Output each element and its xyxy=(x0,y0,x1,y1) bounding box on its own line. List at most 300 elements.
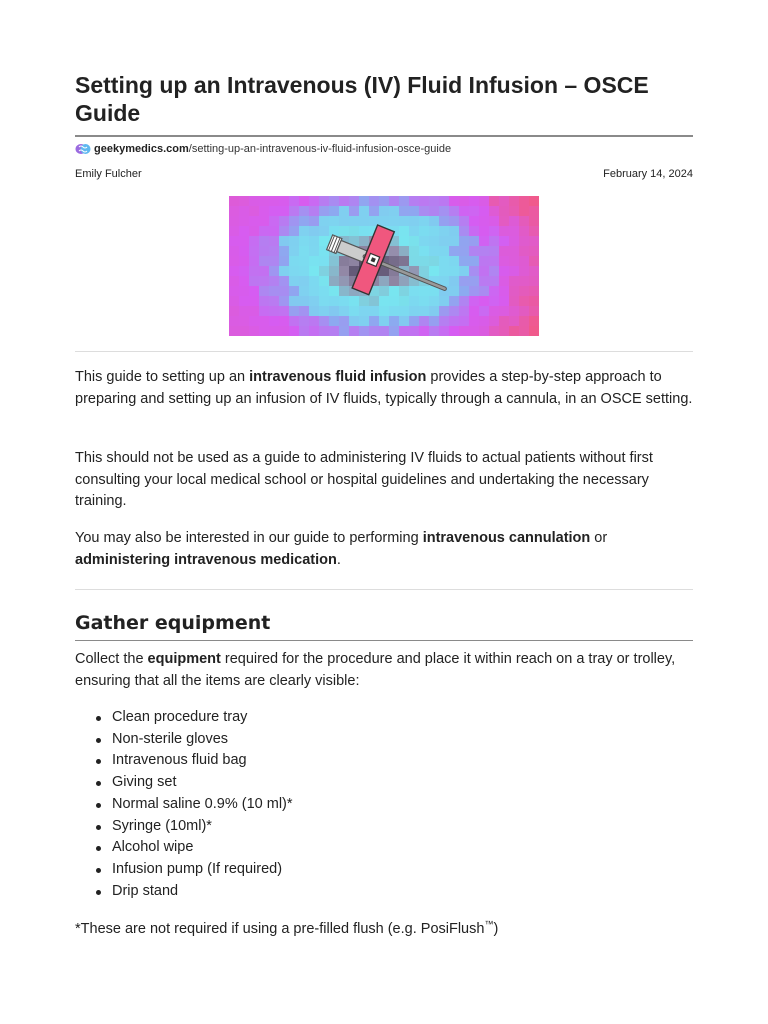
hero-pixel-tile xyxy=(459,196,469,206)
hero-pixel-tile xyxy=(489,196,499,206)
hero-pixel-tile xyxy=(519,316,529,326)
hero-pixel-tile xyxy=(499,246,509,256)
hero-pixel-tile xyxy=(319,266,329,276)
hero-pixel-tile xyxy=(349,216,359,226)
hero-pixel-tile xyxy=(239,196,249,206)
hero-pixel-tile xyxy=(419,236,429,246)
hero-pixel-tile xyxy=(399,196,409,206)
hero-pixel-tile xyxy=(239,206,249,216)
list-item: Normal saline 0.9% (10 ml)* xyxy=(112,794,293,816)
hero-pixel-tile xyxy=(309,326,319,336)
hero-pixel-tile xyxy=(319,306,329,316)
hero-pixel-tile xyxy=(409,256,419,266)
hero-pixel-tile xyxy=(339,316,349,326)
gather-paragraph: Collect the equipment required for the procedure and place it within reach on a tray or trolley, ensuring that all the items are clearly visible: xyxy=(75,651,676,689)
hero-pixel-tile xyxy=(249,226,259,236)
hero-pixel-tile xyxy=(479,316,489,326)
link-intravenous-cannulation[interactable]: intravenous cannulation xyxy=(422,530,591,546)
hero-pixel-tile xyxy=(429,316,439,326)
list-item: Clean procedure tray xyxy=(112,707,293,729)
hero-pixel-tile xyxy=(399,296,409,306)
divider xyxy=(75,589,693,590)
hero-pixel-tile xyxy=(509,256,519,266)
hero-pixel-tile xyxy=(439,276,449,286)
hero-pixel-tile xyxy=(279,206,289,216)
hero-pixel-tile xyxy=(319,236,329,246)
hero-pixel-tile xyxy=(289,236,299,246)
hero-pixel-tile xyxy=(229,296,239,306)
hero-pixel-tile xyxy=(529,216,539,226)
hero-pixel-tile xyxy=(489,266,499,276)
hero-pixel-tile xyxy=(479,236,489,246)
hero-pixel-tile xyxy=(429,246,439,256)
hero-pixel-tile xyxy=(369,206,379,216)
hero-pixel-tile xyxy=(529,326,539,336)
list-item: Intravenous fluid bag xyxy=(112,750,293,772)
hero-pixel-tile xyxy=(369,326,379,336)
hero-pixel-tile xyxy=(339,276,349,286)
hero-pixel-tile xyxy=(269,286,279,296)
hero-pixel-tile xyxy=(489,256,499,266)
hero-pixel-tile xyxy=(389,316,399,326)
hero-pixel-tile xyxy=(239,326,249,336)
list-item: Giving set xyxy=(112,772,293,794)
hero-pixel-tile xyxy=(399,326,409,336)
hero-pixel-tile xyxy=(299,216,309,226)
hero-pixel-tile xyxy=(409,246,419,256)
hero-pixel-tile xyxy=(359,326,369,336)
hero-pixel-tile xyxy=(249,276,259,286)
hero-pixel-tile xyxy=(289,196,299,206)
hero-pixel-tile xyxy=(459,316,469,326)
hero-pixel-tile xyxy=(469,246,479,256)
hero-pixel-tile xyxy=(509,316,519,326)
hero-pixel-tile xyxy=(529,266,539,276)
hero-pixel-tile xyxy=(329,266,339,276)
hero-pixel-tile xyxy=(339,256,349,266)
hero-pixel-tile xyxy=(239,256,249,266)
intro-paragraph-3: You may also be interested in our guide to performing intravenous cannulation or administering intravenous medication. xyxy=(75,530,608,568)
hero-pixel-tile xyxy=(239,286,249,296)
hero-pixel-tile xyxy=(529,246,539,256)
section-heading-divider xyxy=(75,640,693,641)
hero-pixel-tile xyxy=(309,206,319,216)
hero-pixel-tile xyxy=(419,306,429,316)
hero-pixel-tile xyxy=(459,286,469,296)
hero-pixel-tile xyxy=(319,326,329,336)
hero-pixel-tile xyxy=(499,296,509,306)
hero-pixel-tile xyxy=(519,226,529,236)
hero-pixel-tile xyxy=(429,326,439,336)
trademark-symbol: ™ xyxy=(484,919,494,930)
hero-pixel-tile xyxy=(469,306,479,316)
hero-pixel-tile xyxy=(279,286,289,296)
hero-pixel-tile xyxy=(229,226,239,236)
hero-pixel-tile xyxy=(449,306,459,316)
hero-pixel-tile xyxy=(229,246,239,256)
hero-pixel-tile xyxy=(279,236,289,246)
hero-pixel-tile xyxy=(479,276,489,286)
hero-pixel-tile xyxy=(229,256,239,266)
hero-pixel-tile xyxy=(349,206,359,216)
hero-pixel-tile xyxy=(519,286,529,296)
hero-pixel-tile xyxy=(409,216,419,226)
hero-pixel-tile xyxy=(339,226,349,236)
hero-pixel-tile xyxy=(259,326,269,336)
hero-pixel-tile xyxy=(309,266,319,276)
hero-pixel-tile xyxy=(269,256,279,266)
hero-pixel-tile xyxy=(429,296,439,306)
hero-pixel-tile xyxy=(389,326,399,336)
hero-pixel-tile xyxy=(339,286,349,296)
hero-pixel-tile xyxy=(329,276,339,286)
hero-pixel-tile xyxy=(309,306,319,316)
hero-pixel-tile xyxy=(509,216,519,226)
hero-pixel-tile xyxy=(229,206,239,216)
hero-pixel-tile xyxy=(459,266,469,276)
hero-pixel-tile xyxy=(279,326,289,336)
hero-pixel-tile xyxy=(489,286,499,296)
hero-pixel-tile xyxy=(299,236,309,246)
hero-pixel-tile xyxy=(249,246,259,256)
hero-pixel-tile xyxy=(329,216,339,226)
hero-pixel-tile xyxy=(389,286,399,296)
hero-pixel-tile xyxy=(359,216,369,226)
hero-pixel-tile xyxy=(509,206,519,216)
hero-pixel-tile xyxy=(379,316,389,326)
hero-pixel-tile xyxy=(529,236,539,246)
hero-pixel-tile xyxy=(439,296,449,306)
hero-pixel-tile xyxy=(349,196,359,206)
intro-paragraph-2: This should not be used as a guide to administering IV fluids to actual patients without first consulting your local medical school or hospital guidelines and undertaking the necessary training. xyxy=(75,450,653,510)
hero-pixel-tile xyxy=(309,296,319,306)
hero-pixel-tile xyxy=(249,256,259,266)
hero-pixel-tile xyxy=(349,326,359,336)
hero-pixel-tile xyxy=(359,306,369,316)
hero-pixel-tile xyxy=(349,226,359,236)
hero-pixel-tile xyxy=(509,236,519,246)
hero-pixel-tile xyxy=(279,276,289,286)
hero-pixel-tile xyxy=(339,196,349,206)
equipment-list xyxy=(75,707,293,902)
hero-pixel-tile xyxy=(309,276,319,286)
hero-pixel-tile xyxy=(309,226,319,236)
hero-pixel-tile xyxy=(289,266,299,276)
author-name: Emily Fulcher xyxy=(75,168,142,180)
hero-pixel-tile xyxy=(279,216,289,226)
hero-pixel-tile xyxy=(259,276,269,286)
hero-pixel-tile xyxy=(309,246,319,256)
hero-pixel-tile xyxy=(249,236,259,246)
hero-pixel-tile xyxy=(299,286,309,296)
link-administering-iv-medication[interactable]: administering intravenous medication xyxy=(75,551,337,568)
hero-pixel-tile xyxy=(269,266,279,276)
hero-pixel-tile xyxy=(379,216,389,226)
hero-pixel-tile xyxy=(499,236,509,246)
hero-pixel-tile xyxy=(389,276,399,286)
hero-pixel-tile xyxy=(479,326,489,336)
hero-pixel-tile xyxy=(339,216,349,226)
hero-pixel-tile xyxy=(299,256,309,266)
hero-pixel-tile xyxy=(359,196,369,206)
hero-pixel-tile xyxy=(389,216,399,226)
hero-pixel-tile xyxy=(229,266,239,276)
hero-pixel-tile xyxy=(299,226,309,236)
hero-pixel-tile xyxy=(269,196,279,206)
hero-pixel-tile xyxy=(449,286,459,296)
hero-pixel-tile xyxy=(339,296,349,306)
hero-pixel-tile xyxy=(389,296,399,306)
hero-pixel-tile xyxy=(499,286,509,296)
hero-pixel-tile xyxy=(499,256,509,266)
hero-pixel-tile xyxy=(489,326,499,336)
hero-pixel-tile xyxy=(269,246,279,256)
hero-pixel-tile xyxy=(379,296,389,306)
hero-pixel-tile xyxy=(289,276,299,286)
list-item: Infusion pump (If required) xyxy=(112,859,293,881)
hero-pixel-tile xyxy=(469,296,479,306)
hero-pixel-tile xyxy=(389,306,399,316)
hero-pixel-tile xyxy=(399,206,409,216)
hero-pixel-tile xyxy=(269,236,279,246)
hero-pixel-tile xyxy=(399,226,409,236)
hero-pixel-tile xyxy=(499,316,509,326)
hero-pixel-tile xyxy=(329,256,339,266)
hero-pixel-tile xyxy=(239,246,249,256)
hero-pixel-tile xyxy=(289,286,299,296)
hero-pixel-tile xyxy=(359,206,369,216)
hero-pixel-tile xyxy=(309,316,319,326)
list-item: Drip stand xyxy=(112,881,293,903)
hero-pixel-tile xyxy=(469,326,479,336)
hero-pixel-tile xyxy=(509,196,519,206)
hero-pixel-tile xyxy=(349,306,359,316)
hero-pixel-tile xyxy=(239,236,249,246)
hero-pixel-tile xyxy=(449,316,459,326)
hero-pixel-tile xyxy=(489,276,499,286)
hero-pixel-tile xyxy=(249,296,259,306)
hero-pixel-tile xyxy=(459,226,469,236)
hero-pixel-tile xyxy=(339,306,349,316)
hero-pixel-tile xyxy=(259,216,269,226)
hero-pixel-tile xyxy=(259,206,269,216)
hero-pixel-tile xyxy=(449,326,459,336)
hero-pixel-tile xyxy=(339,206,349,216)
hero-pixel-tile xyxy=(439,316,449,326)
hero-pixel-tile xyxy=(449,196,459,206)
hero-pixel-tile xyxy=(229,306,239,316)
hero-pixel-tile xyxy=(299,246,309,256)
hero-pixel-tile xyxy=(229,316,239,326)
hero-pixel-tile xyxy=(279,256,289,266)
hero-pixel-tile xyxy=(529,306,539,316)
hero-pixel-tile xyxy=(299,276,309,286)
hero-pixel-tile xyxy=(479,286,489,296)
hero-pixel-tile xyxy=(309,236,319,246)
hero-pixel-tile xyxy=(449,206,459,216)
hero-pixel-tile xyxy=(449,256,459,266)
hero-pixel-tile xyxy=(389,246,399,256)
hero-pixel-tile xyxy=(289,246,299,256)
list-item: Alcohol wipe xyxy=(112,837,293,859)
footnote: *These are not required if using a pre-filled flush (e.g. PosiFlush™) xyxy=(75,919,499,937)
hero-pixel-tile xyxy=(419,256,429,266)
hero-pixel-tile xyxy=(359,316,369,326)
hero-pixel-tile xyxy=(439,256,449,266)
hero-pixel-tile xyxy=(289,296,299,306)
hero-pixel-tile xyxy=(369,306,379,316)
source-link[interactable] xyxy=(75,142,451,156)
hero-pixel-tile xyxy=(429,216,439,226)
hero-pixel-tile xyxy=(449,266,459,276)
source-path: /setting-up-an-intravenous-iv-fluid-infusion-osce-guide xyxy=(188,143,452,155)
hero-pixel-tile xyxy=(519,196,529,206)
hero-pixel-tile xyxy=(509,276,519,286)
hero-pixel-tile xyxy=(369,196,379,206)
hero-pixel-tile xyxy=(469,266,479,276)
hero-pixel-tile xyxy=(249,326,259,336)
hero-pixel-tile xyxy=(319,256,329,266)
hero-pixel-tile xyxy=(269,326,279,336)
hero-pixel-tile xyxy=(319,216,329,226)
hero-pixel-tile xyxy=(249,266,259,276)
hero-pixel-tile xyxy=(299,296,309,306)
hero-pixel-tile xyxy=(469,206,479,216)
hero-pixel-tile xyxy=(319,286,329,296)
hero-pixel-tile xyxy=(379,206,389,216)
hero-pixel-tile xyxy=(489,206,499,216)
hero-pixel-tile xyxy=(279,196,289,206)
hero-pixel-tile xyxy=(259,256,269,266)
hero-pixel-tile xyxy=(449,276,459,286)
hero-pixel-tile xyxy=(269,296,279,306)
hero-pixel-tile xyxy=(379,326,389,336)
hero-pixel-tile xyxy=(529,296,539,306)
hero-pixel-tile xyxy=(349,316,359,326)
hero-pixel-tile xyxy=(509,266,519,276)
hero-pixel-tile xyxy=(399,316,409,326)
hero-pixel-tile xyxy=(259,316,269,326)
hero-pixel-tile xyxy=(309,216,319,226)
hero-pixel-tile xyxy=(229,276,239,286)
hero-pixel-tile xyxy=(299,206,309,216)
hero-pixel-tile xyxy=(259,286,269,296)
hero-pixel-tile xyxy=(519,246,529,256)
list-item: Syringe (10ml)* xyxy=(112,816,293,838)
hero-pixel-tile xyxy=(479,206,489,216)
hero-pixel-tile xyxy=(439,206,449,216)
hero-pixel-tile xyxy=(249,286,259,296)
hero-pixel-tile xyxy=(319,276,329,286)
hero-pixel-tile xyxy=(499,326,509,336)
hero-pixel-tile xyxy=(519,306,529,316)
hero-pixel-tile xyxy=(299,326,309,336)
hero-pixel-tile xyxy=(429,306,439,316)
hero-pixel-tile xyxy=(499,266,509,276)
hero-pixel-tile xyxy=(429,236,439,246)
hero-pixel-tile xyxy=(449,236,459,246)
hero-pixel-tile xyxy=(479,226,489,236)
hero-pixel-tile xyxy=(499,226,509,236)
hero-pixel-tile xyxy=(479,246,489,256)
hero-pixel-tile xyxy=(439,236,449,246)
hero-pixel-tile xyxy=(519,266,529,276)
hero-pixel-tile xyxy=(509,306,519,316)
hero-pixel-tile xyxy=(419,206,429,216)
hero-pixel-tile xyxy=(279,306,289,316)
hero-pixel-tile xyxy=(249,196,259,206)
hero-pixel-tile xyxy=(269,226,279,236)
hero-pixel-tile xyxy=(279,266,289,276)
hero-pixel-tile xyxy=(259,196,269,206)
hero-pixel-tile xyxy=(479,256,489,266)
hero-pixel-tile xyxy=(249,206,259,216)
hero-pixel-tile xyxy=(459,206,469,216)
hero-pixel-tile xyxy=(469,196,479,206)
hero-pixel-tile xyxy=(459,326,469,336)
hero-pixel-tile xyxy=(459,246,469,256)
hero-pixel-tile xyxy=(479,266,489,276)
hero-pixel-tile xyxy=(409,286,419,296)
hero-pixel-tile xyxy=(519,216,529,226)
hero-pixel-tile xyxy=(409,306,419,316)
hero-pixel-tile xyxy=(469,286,479,296)
hero-pixel-tile xyxy=(399,306,409,316)
section-heading-gather-equipment: Gather equipment xyxy=(75,612,271,634)
hero-pixel-tile xyxy=(339,326,349,336)
hero-pixel-tile xyxy=(499,306,509,316)
hero-pixel-tile xyxy=(439,226,449,236)
hero-pixel-tile xyxy=(409,236,419,246)
hero-pixel-tile xyxy=(439,246,449,256)
hero-pixel-tile xyxy=(379,276,389,286)
hero-pixel-tile xyxy=(499,276,509,286)
hero-pixel-tile xyxy=(279,316,289,326)
page-title: Setting up an Intravenous (IV) Fluid Infusion – OSCE Guide xyxy=(75,72,649,126)
list-item: Non-sterile gloves xyxy=(112,729,293,751)
hero-pixel-tile xyxy=(259,246,269,256)
hero-pixel-tile xyxy=(389,196,399,206)
hero-pixel-tile xyxy=(459,256,469,266)
hero-pixel-tile xyxy=(349,296,359,306)
hero-pixel-tile xyxy=(429,196,439,206)
hero-pixel-tile xyxy=(519,276,529,286)
hero-pixel-tile xyxy=(449,296,459,306)
source-domain: geekymedics.com xyxy=(94,143,189,155)
hero-pixel-tile xyxy=(379,196,389,206)
hero-pixel-tile xyxy=(449,226,459,236)
hero-pixel-tile xyxy=(489,216,499,226)
hero-pixel-tile xyxy=(399,286,409,296)
hero-pixel-tile xyxy=(309,256,319,266)
emphasis-fluid-infusion: intravenous fluid infusion xyxy=(249,369,427,385)
hero-pixel-tile xyxy=(429,266,439,276)
hero-pixel-tile xyxy=(439,266,449,276)
hero-pixel-tile xyxy=(489,246,499,256)
hero-pixel-tile xyxy=(229,216,239,226)
hero-pixel-tile xyxy=(299,306,309,316)
hero-pixel-tile xyxy=(489,306,499,316)
divider xyxy=(75,351,693,352)
hero-pixel-tile xyxy=(289,326,299,336)
hero-pixel-tile xyxy=(429,206,439,216)
hero-pixel-tile xyxy=(409,316,419,326)
hero-pixel-tile xyxy=(269,306,279,316)
hero-pixel-tile xyxy=(329,206,339,216)
hero-pixel-tile xyxy=(449,246,459,256)
hero-image xyxy=(229,196,539,336)
hero-pixel-tile xyxy=(429,226,439,236)
